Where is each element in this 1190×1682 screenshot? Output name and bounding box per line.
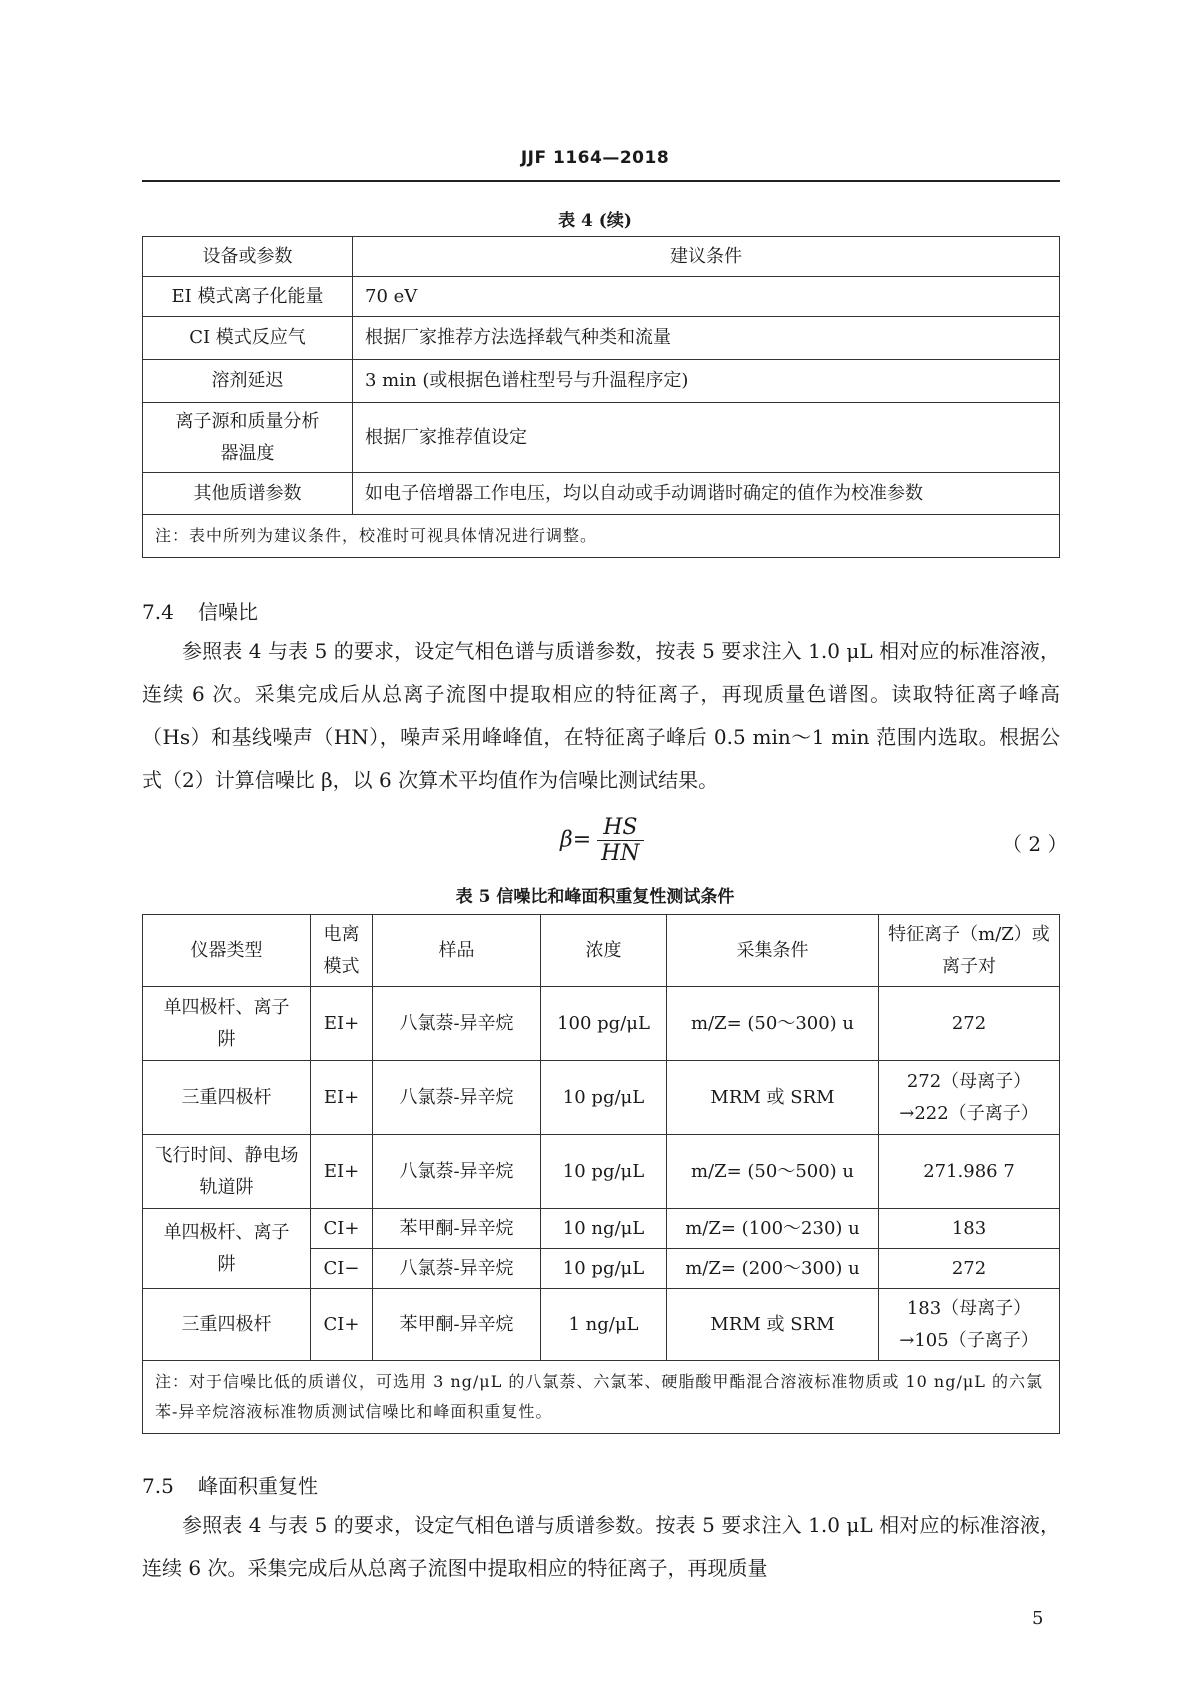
table5-cell: m/Z= (50～300) u — [667, 987, 879, 1061]
table4-cell: 根据厂家推荐方法选择载气种类和流量 — [353, 317, 1060, 360]
table5-header: 电离模式 — [311, 915, 373, 987]
table5-cell: m/Z= (50～500) u — [667, 1135, 879, 1209]
table5-cell: CI− — [311, 1249, 373, 1289]
table4-header-param: 设备或参数 — [143, 237, 353, 277]
table5-cell: 苯甲酮-异辛烷 — [373, 1209, 541, 1249]
table5-cell: 272 — [879, 1249, 1060, 1289]
table5-cell: 三重四极杆 — [143, 1061, 311, 1135]
table4-cell: 如电子倍增器工作电压，均以自动或手动调谐时确定的值作为校准参数 — [353, 473, 1060, 515]
paragraph: 参照表 4 与表 5 的要求，设定气相色谱与质谱参数，按表 5 要求注入 1.0 μL 相对应的标准溶液，连续 6 次。采集完成后从总离子流图中提取相应的特征离子，再现质量色谱图。读取特征离子峰高（Hs）和基线噪声（HN），噪声采用峰峰值，在特征离子峰后 0.5 min～1 min 范围内选取。根据公式（2）计算信噪比 β，以 6 次算术平均值作为信噪比测试结果。 — [142, 639, 1060, 792]
table5-cell: m/Z= (200～300) u — [667, 1249, 879, 1289]
table5-cell: CI+ — [311, 1209, 373, 1249]
table5-cell: 三重四极杆 — [143, 1289, 311, 1361]
table5-cell: 100 pg/μL — [541, 987, 667, 1061]
table5-cell: 单四极杆、离子阱 — [143, 987, 311, 1061]
table4 — [142, 236, 1060, 558]
table5-cell: 271.986 7 — [879, 1135, 1060, 1209]
table5-cell: 苯甲酮-异辛烷 — [373, 1289, 541, 1361]
table5-cell: 183（母离子）→105（子离子） — [879, 1289, 1060, 1361]
table5-cell: 272（母离子）→222（子离子） — [879, 1061, 1060, 1135]
table5-cell: 八氯萘-异辛烷 — [373, 987, 541, 1061]
table5-cell: MRM 或 SRM — [667, 1289, 879, 1361]
table5-caption: 表 5 信噪比和峰面积重复性测试条件 — [455, 887, 735, 907]
table5-cell: 1 ng/μL — [541, 1289, 667, 1361]
table5-cell: 10 pg/μL — [541, 1061, 667, 1135]
table4-note: 注：表中所列为建议条件，校准时可视具体情况进行调整。 — [143, 515, 1060, 558]
header-rule — [142, 180, 1060, 182]
table5-cell: 183 — [879, 1209, 1060, 1249]
table5 — [142, 914, 1060, 1434]
section-7-5-body — [142, 1504, 1060, 1590]
table5-cell: 单四极杆、离子阱 — [143, 1209, 311, 1289]
table4-cell: 其他质谱参数 — [143, 473, 353, 515]
page-number: 5 — [1032, 1608, 1044, 1629]
table4-cell: 溶剂延迟 — [143, 360, 353, 403]
formula-2 — [560, 815, 644, 866]
table4-cell: CI 模式反应气 — [143, 317, 353, 360]
table5-header: 仪器类型 — [143, 915, 311, 987]
section-7-4-body — [142, 630, 1060, 802]
table5-header: 特征离子（m/Z）或离子对 — [879, 915, 1060, 987]
table5-cell: 10 ng/μL — [541, 1209, 667, 1249]
section-title: 信噪比 — [198, 600, 258, 624]
table4-cell: 离子源和质量分析器温度 — [143, 403, 353, 473]
table4-cell: 70 eV — [353, 277, 1060, 317]
table4-cell: EI 模式离子化能量 — [143, 277, 353, 317]
table5-cell: EI+ — [311, 987, 373, 1061]
formula-numerator: HS — [597, 815, 643, 841]
table4-cell: 根据厂家推荐值设定 — [353, 403, 1060, 473]
table5-cell: 10 pg/μL — [541, 1135, 667, 1209]
equation-number: （ 2 ） — [1002, 832, 1068, 856]
table5-cell: MRM 或 SRM — [667, 1061, 879, 1135]
table5-cell: m/Z= (100～230) u — [667, 1209, 879, 1249]
section-7-4-heading — [142, 596, 258, 625]
table5-cell: EI+ — [311, 1061, 373, 1135]
table4-caption: 表 4 (续) — [558, 211, 632, 231]
table5-cell: EI+ — [311, 1135, 373, 1209]
document-code: JJF 1164—2018 — [520, 148, 670, 168]
table5-cell: 飞行时间、静电场轨道阱 — [143, 1135, 311, 1209]
table5-header: 浓度 — [541, 915, 667, 987]
formula-lhs: β= — [560, 827, 592, 853]
paragraph: 参照表 4 与表 5 的要求，设定气相色谱与质谱参数。按表 5 要求注入 1.0 μL 相对应的标准溶液，连续 6 次。采集完成后从总离子流图中提取相应的特征离子，再现质量 — [142, 1513, 1060, 1580]
table4-cell: 3 min (或根据色谱柱型号与升温程序定) — [353, 360, 1060, 403]
section-number: 7.5 — [142, 1474, 174, 1498]
section-title: 峰面积重复性 — [198, 1474, 318, 1498]
section-number: 7.4 — [142, 600, 174, 624]
table4-header-condition: 建议条件 — [353, 237, 1060, 277]
table5-cell: 272 — [879, 987, 1060, 1061]
table5-cell: CI+ — [311, 1289, 373, 1361]
formula-denominator: HN — [601, 841, 640, 866]
table5-header: 样品 — [373, 915, 541, 987]
table5-cell: 10 pg/μL — [541, 1249, 667, 1289]
section-7-5-heading — [142, 1470, 318, 1499]
table5-cell: 八氯萘-异辛烷 — [373, 1249, 541, 1289]
table5-cell: 八氯萘-异辛烷 — [373, 1135, 541, 1209]
table5-cell: 八氯萘-异辛烷 — [373, 1061, 541, 1135]
table5-note: 注：对于信噪比低的质谱仪，可选用 3 ng/μL 的八氯萘、六氯苯、硬脂酸甲酯混合溶液标准物质或 10 ng/μL 的六氯苯-异辛烷溶液标准物质测试信噪比和峰面积重复性。 — [143, 1361, 1060, 1434]
table5-header: 采集条件 — [667, 915, 879, 987]
